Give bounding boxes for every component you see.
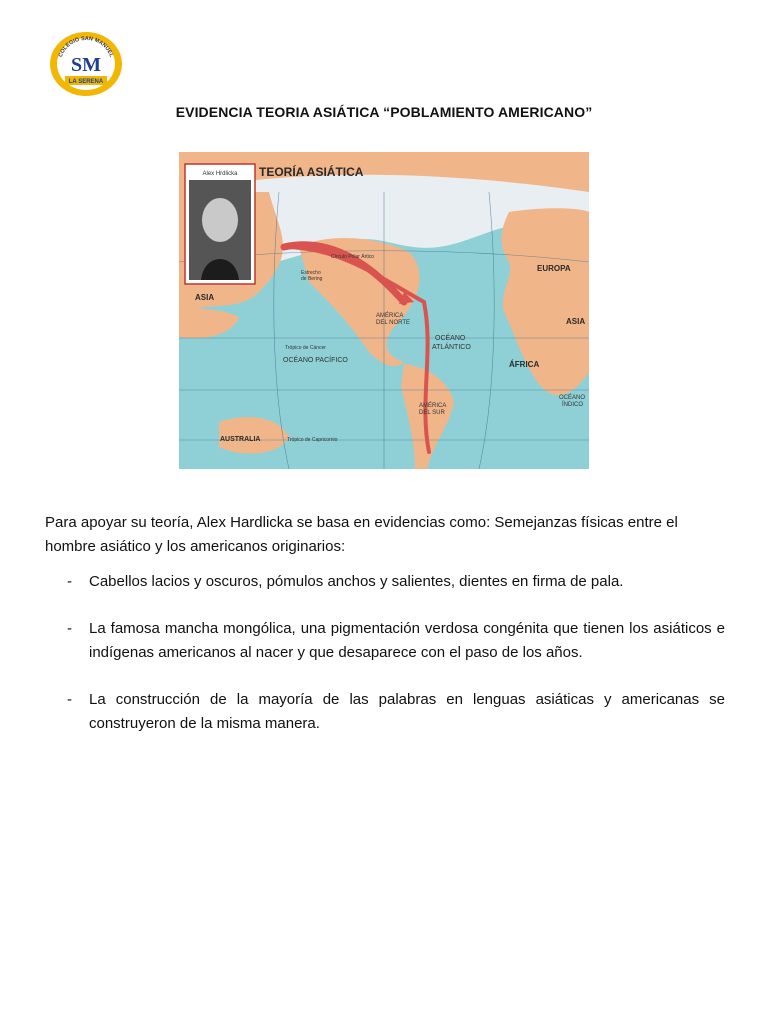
bullet-marker: - <box>67 573 72 590</box>
intro-paragraph: Para apoyar su teoría, Alex Hardlicka se basa en evidencias como: Semejanzas físicas entre el hombre asiático y los americanos originarios: <box>45 514 678 555</box>
label-tropico-cancer: Trópico de Cáncer <box>285 345 326 351</box>
map-heading: TEORÍA ASIÁTICA <box>259 165 364 179</box>
list-item <box>45 617 725 665</box>
label-estrecho-1: Estrecho <box>301 270 321 276</box>
bullet-text: La famosa mancha mongólica, una pigmentación verdosa congénita que tienen los asiáticos e indígenas americanos al nacer y que desaparece con el paso de los años. <box>89 620 725 661</box>
list-item <box>45 688 725 736</box>
logo-bottom-text: LA SERENA <box>68 79 104 85</box>
evidence-list <box>45 570 725 736</box>
asian-theory-map <box>179 152 589 469</box>
label-america-norte-1: AMÉRICA <box>376 313 404 319</box>
label-tropico-capricornio: Trópico de Capricornio <box>287 437 338 443</box>
label-circulo-polar: Círculo Polar Ártico <box>331 254 375 260</box>
label-atlantico-2: ATLÁNTICO <box>432 344 471 351</box>
bullet-text: Cabellos lacios y oscuros, pómulos anchos y salientes, dientes en firma de pala. <box>89 573 624 590</box>
bullet-marker: - <box>67 691 72 708</box>
label-europa: EUROPA <box>537 264 571 273</box>
label-asia-left: ASIA <box>195 293 215 302</box>
label-indico-2: ÍNDICO <box>562 402 583 408</box>
label-america-sur-1: AMÉRICA <box>419 403 447 409</box>
label-asia-right: ASIA <box>566 317 586 326</box>
label-america-sur-2: DEL SUR <box>419 410 445 416</box>
logo-monogram: SM <box>71 54 101 76</box>
logo-top-text: COLEGIO SAN MANUEL <box>57 35 115 59</box>
bullet-text: La construcción de la mayoría de las palabras en lenguas asiáticas y americanas se construyeron de la misma manera. <box>89 691 725 732</box>
portrait-caption: Alex Hrdlicka <box>202 171 238 177</box>
label-estrecho-2: de Bering <box>301 276 323 282</box>
label-indico-1: OCÉANO <box>559 395 586 401</box>
bullet-marker: - <box>67 620 72 637</box>
list-item <box>45 570 725 594</box>
label-pacifico: OCÉANO PACÍFICO <box>283 357 348 364</box>
page-title: EVIDENCIA TEORIA ASIÁTICA “POBLAMIENTO AMERICANO” <box>175 104 593 120</box>
label-atlantico-1: OCÉANO <box>435 335 466 342</box>
label-australia: AUSTRALIA <box>220 436 261 443</box>
school-logo <box>49 31 123 97</box>
body-text <box>45 511 725 759</box>
label-america-norte-2: DEL NORTE <box>376 320 411 326</box>
label-africa: ÁFRICA <box>509 360 540 369</box>
